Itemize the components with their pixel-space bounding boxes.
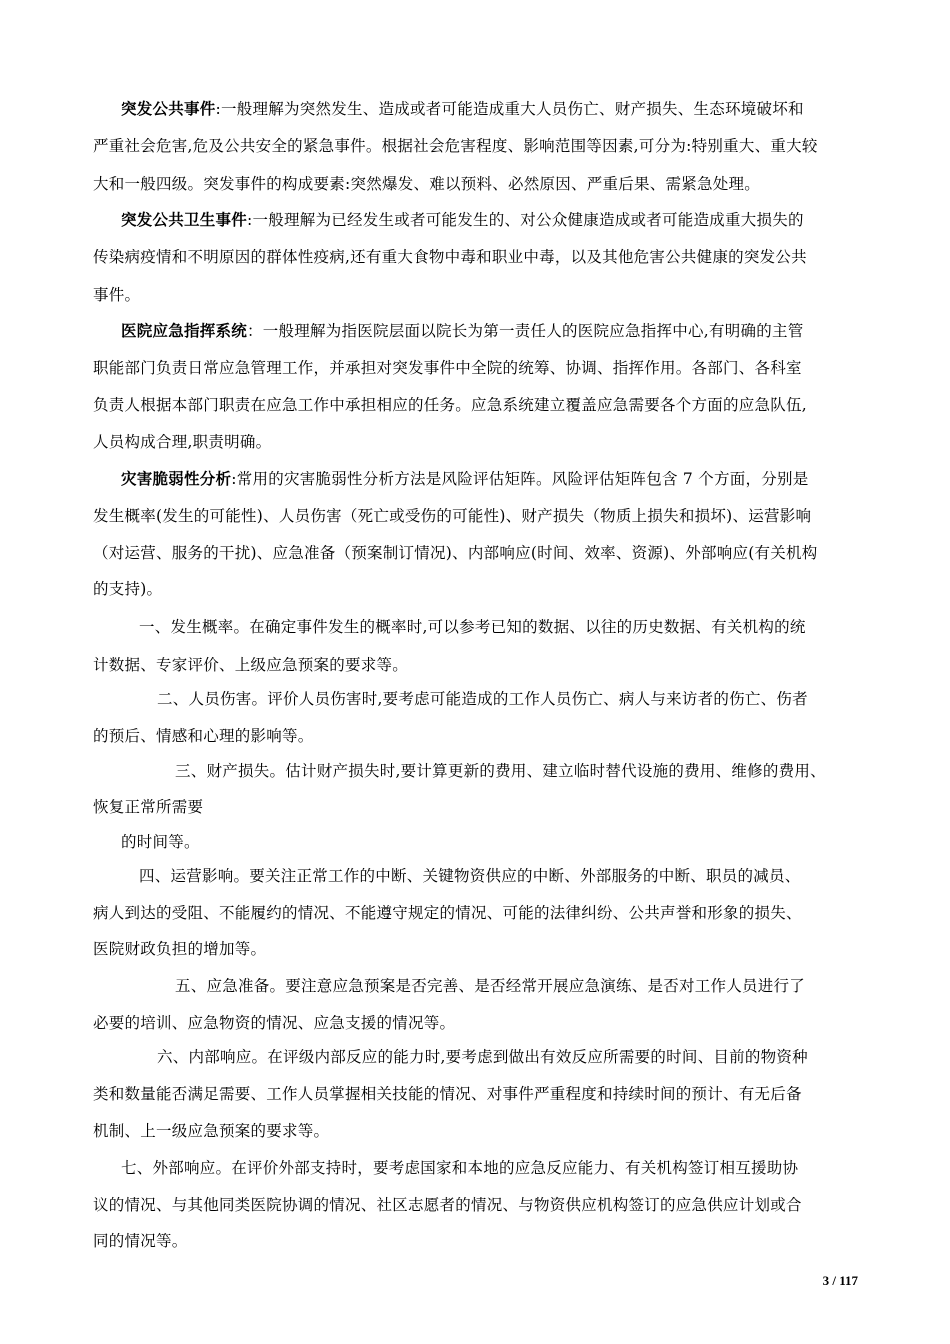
paragraph-line: 严重社会危害,危及公共安全的紧急事件。根据社会危害程度、影响范围等因素,可分为:特别重大、重大较 — [93, 137, 818, 155]
paragraph-line: 计数据、专家评价、上级应急预案的要求等。 — [93, 656, 409, 674]
paragraph-line: 的预后、情感和心理的影响等。 — [93, 727, 314, 745]
term-heading: 突发公共事件 — [121, 99, 216, 118]
paragraph-line: 议的情况、与其他同类医院协调的情况、社区志愿者的情况、与物资供应机构签订的应急供应计划或合 — [93, 1196, 802, 1214]
paragraph-line: 六、内部响应。在评级内部反应的能力时,要考虑到做出有效反应所需要的时间、目前的物资种 — [157, 1048, 808, 1066]
paragraph-line: 五、应急准备。要注意应急预案是否完善、是否经常开展应急演练、是否对工作人员进行了 — [175, 977, 806, 995]
paragraph-line: 同的情况等。 — [93, 1232, 188, 1250]
paragraph-line — [121, 99, 804, 119]
paragraph-line: 类和数量能否满足需要、工作人员掌握相关技能的情况、对事件严重程度和持续时间的预计、有无后备 — [93, 1085, 802, 1103]
paragraph-line: 恢复正常所需要 — [93, 798, 204, 816]
paragraph-line: 传染病疫情和不明原因的群体性疫病,还有重大食物中毒和职业中毒，以及其他危害公共健康的突发公共 — [93, 248, 807, 266]
paragraph-line: 二、人员伤害。评价人员伤害时,要考虑可能造成的工作人员伤亡、病人与来访者的伤亡、伤者 — [157, 690, 808, 708]
paragraph-line: 的时间等。 — [121, 833, 200, 851]
paragraph-line: 职能部门负责日常应急管理工作，并承担对突发事件中全院的统筹、协调、指挥作用。各部门、各科室 — [93, 359, 802, 377]
paragraph-line: 负责人根据本部门职责在应急工作中承担相应的任务。应急系统建立覆盖应急需要各个方面的应急队伍, — [93, 396, 807, 414]
paragraph-text: :常用的灾害脆弱性分析方法是风险评估矩阵。风险评估矩阵包含 7 个方面，分别是 — [231, 470, 809, 488]
paragraph-line: 机制、上一级应急预案的要求等。 — [93, 1122, 330, 1140]
paragraph-text: :一般理解为突然发生、造成或者可能造成重大人员伤亡、财产损失、生态环境破坏和 — [215, 100, 804, 118]
paragraph-line: 事件。 — [93, 286, 141, 304]
paragraph-text: ：一般理解为指医院层面以院长为第一责任人的医院应急指挥中心,有明确的主管 — [247, 322, 804, 340]
page-number: 3 / 117 — [822, 1273, 858, 1288]
paragraph-line: 的支持)。 — [93, 580, 163, 598]
paragraph-line: （对运营、服务的干扰)、应急准备（预案制订情况)、内部响应(时间、效率、资源)、外部响应(有关机构 — [93, 544, 818, 562]
paragraph-line: 四、运营影响。要关注正常工作的中断、关键物资供应的中断、外部服务的中断、职员的减员、 — [139, 867, 801, 885]
term-heading: 突发公共卫生事件 — [121, 210, 248, 229]
paragraph-line: 大和一般四级。突发事件的构成要素:突然爆发、难以预料、必然原因、严重后果、需紧急处理。 — [93, 175, 760, 193]
paragraph-text: :一般理解为已经发生或者可能发生的、对公众健康造成或者可能造成重大损失的 — [247, 211, 804, 229]
paragraph-line: 人员构成合理,职责明确。 — [93, 433, 272, 451]
paragraph-line: 医院财政负担的增加等。 — [93, 940, 267, 958]
paragraph-line — [121, 469, 808, 489]
paragraph-line: 一、发生概率。在确定事件发生的概率时,可以参考已知的数据、以往的历史数据、有关机构的统 — [139, 618, 806, 636]
paragraph-line: 病人到达的受阻、不能履约的情况、不能遵守规定的情况、可能的法律纠纷、公共声誉和形象的损失、 — [93, 904, 802, 922]
paragraph-line: 三、财产损失。估计财产损失时,要计算更新的费用、建立临时替代设施的费用、维修的费用、 — [175, 762, 826, 780]
paragraph-line: 必要的培训、应急物资的情况、应急支援的情况等。 — [93, 1014, 456, 1032]
paragraph-line: 七、外部响应。在评价外部支持时，要考虑国家和本地的应急反应能力、有关机构签订相互援助协 — [121, 1159, 799, 1177]
term-heading: 医院应急指挥系统 — [121, 321, 248, 340]
term-heading: 灾害脆弱性分析 — [121, 469, 232, 488]
paragraph-line — [121, 210, 804, 230]
paragraph-line: 发生概率(发生的可能性)、人员伤害（死亡或受伤的可能性)、财产损失（物质上损失和损坏)、运营影响 — [93, 507, 812, 525]
paragraph-line — [121, 321, 803, 341]
